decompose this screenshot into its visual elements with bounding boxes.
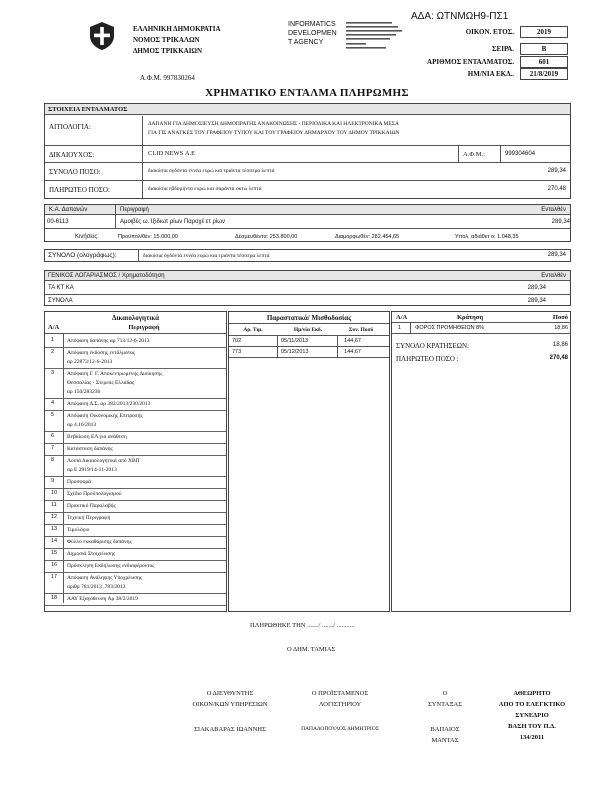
supporting-doc-number: 9 [51,478,55,484]
signature-role: Ο ΔΙΕΥΘΥΝΤΗΣ [206,690,254,697]
signature-role: ΟΙΚΟΝ/ΚΩΝ ΥΠΗΡΕΣΙΩΝ [192,701,268,708]
ledger-col-title: ΓΕΝΙΚΟΣ ΛΟΓΑΡΙΑΣΜΟΣ / Χρηματοδότηση [48,273,165,279]
final-payable-label: ΠΛΗΡΩΤΕΟ ΠΟΣΟ : [396,355,459,363]
ledger-col-amount: Ενταλθέν [541,273,566,279]
total-amount-words: διακόσια ογδόντα εννέα ευρώ και τριάντα τέσσερα λεπτά [148,168,275,174]
supporting-doc-row [45,561,226,573]
payable-amount-words: διακόσια εβδομήντα ευρώ και σαράντα οκτώ λεπτά [148,186,262,192]
beneficiary-name: CLID NEWS Α.Ε [148,150,196,157]
supporting-doc-line: Απόφαση Οικονομικής Επιτροπής [67,413,143,419]
agency-lines [288,20,337,47]
supporting-doc-desc [63,457,226,475]
aitiologia-line: ΓΙΑ ΤΙΣ ΑΝΑΓΚΕΣ ΤΟΥ ΓΡΑΦΕΙΟΥ ΤΥΠΟΥ ΚΑΙ ΤΟΥ ΓΡΑΦΕΙΟΥ ΔΗΜΑΡΧΟΥ ΤΟΥ ΔΗΜΟΥ ΤΡΙΚΚΑΙΩΝ [148,130,400,136]
fiscal-year-value: 2019 [520,26,568,38]
ledger-row-label: ΤΑ ΚΤ ΚΑ [48,285,74,291]
signature-role: Ο [442,690,448,697]
invoice-amount: 144,67 [344,349,361,355]
supporting-doc-number: 17 [51,574,58,580]
budget-total-box [44,249,571,262]
supporting-doc-line: Κατάσταση δαπάνης [67,446,113,452]
supporting-doc-line: Απόφαση δαπάνης αρ 713/12-6-2013 [67,338,150,344]
agency-line: T AGENCY [288,39,324,46]
budget-movement: Διαμορφωθέν: 282.454,65 [335,234,400,240]
invoices-heading: Παραστατικά/ Μισθοδοσίας [266,314,352,322]
aitiologia-text [148,120,400,138]
supporting-doc-row [45,594,226,606]
ledger-row-value: 289,34 [527,298,546,304]
supporting-doc-desc [63,526,226,535]
budget-amount: 289,34 [551,219,570,225]
signature-name: ΠΑΠΑΔΟΠΟΥΛΟΣ ΔΗΜΗΤΡΙΟΣ [301,726,379,732]
supporting-doc-desc [63,370,226,397]
supporting-doc-line: Απόφαση Γ. Γ. Αποκεντρωμένης Διοίκησης [67,371,163,377]
budget-total-value: 289,34 [547,252,566,258]
payable-amount-value: 270,48 [547,186,566,192]
docs-col-no: Α/Α [48,324,60,331]
issue-date-value: 21/8/2019 [520,68,568,80]
docs-col-desc: Περιγραφή [128,324,160,331]
budget-desc: Αμοιβές ω. Ιξιδιωτ ρίων Παροχέ ετ ρίων [120,219,225,225]
supporting-doc-number: 14 [51,538,58,544]
supporting-doc-desc [63,400,226,409]
budget-col-amount: Ενταλθέν [541,207,566,213]
supporting-doc-line: Τεχνική Περιγραφή [67,515,111,521]
series-value: Β [520,43,568,55]
deductions-col-no: Α/Α [396,314,408,321]
invoices-col-amount: Συν. Ποσό [348,327,374,333]
warrant-number-value: 601 [520,56,568,68]
signature-role: ΣΥΝΤΑΞΑΣ [428,701,462,708]
supporting-doc-row [45,399,226,411]
invoices-col-no: Αρ. Τιμ. [243,327,263,333]
org-line: ΔΗΜΟΣ ΤΡΙΚΚΑΙΩΝ [133,47,203,55]
supporting-doc-number: 10 [51,490,58,496]
supporting-doc-desc [63,412,226,430]
budget-col-code: Κ.Α. Δαπανών [49,207,88,213]
invoice-date: 05/12/2013 [281,349,309,355]
deductions-total-label: ΣΥΝΟΛΟ ΚΡΑΤΗΣΕΩΝ: [396,342,469,350]
supporting-doc-line: αρ Ε 2919/14-11-2013 [67,467,117,473]
budget-movement: Προϋπολ/θέν: 15.000,00 [118,234,178,240]
warrant-details-heading: ΣΤΟΙΧΕΙΑ ΕΝΤΑΛΜΑΤΟΣ [45,104,570,115]
agency-line: INFORMATICS [288,21,336,28]
supporting-doc-row [45,348,226,369]
supporting-doc-desc [63,562,226,571]
supporting-doc-desc [63,574,226,592]
aitiologia-line: ΔΑΠΑΝΗ ΓΙΑ ΔΗΜΟΣΙΕΥΣΗ ΔΗΜΟΠΡΑΤΗΣ ΑΝΑΚΟΙΝΩΣΗΣ - ΠΕΡΙΟΔΙΚΑ ΚΑΙ ΗΛΕΚΤΡΟΝΙΚΑ ΜΕΣΑ [148,121,399,127]
deduction-desc: ΦΟΡΟΣ ΠΡΟΜΗΘΕΙΩΝ 8% [415,325,485,331]
supporting-doc-line: Προσφορά [67,479,91,485]
supporting-doc-line: Πρόσκληση Εκδήλωσης ενδιαφέροντος [67,563,155,569]
fiscal-year-label: ΟΙΚΟΝ. ΕΤΟΣ. [465,28,514,36]
supporting-doc-line: αριθμ 781/2013 ,783/2013 [67,584,126,590]
org-line: ΝΟΜΟΣ ΤΡΙΚΑΛΩΝ [133,36,200,44]
supporting-doc-number: 18 [51,595,58,601]
org-line: ΕΛΛΗΝΙΚΗ ΔΗΜΟΚΡΑΤΙΑ [133,25,221,33]
deductions-col-desc: Κράτηση [456,314,484,321]
invoice-number: 773 [232,349,242,355]
organization-lines [133,24,221,57]
issue-date-label: ΗΜ/ΝΙΑ ΕΚΔ.. [467,70,514,78]
supporting-doc-number: 13 [51,526,58,532]
supporting-doc-row [45,513,226,525]
supporting-doc-line: Σχέδιο Προϋπολογισμού [67,491,122,497]
coat-of-arms-icon [88,21,116,51]
supporting-doc-number: 12 [51,514,58,520]
supporting-doc-number: 2 [51,349,55,355]
signature-role: ΛΟΓΙΣΤΗΡΙΟΥ [318,701,362,708]
deduction-amount: 18,86 [554,325,568,331]
signature-composer [410,688,480,746]
supporting-docs-list [45,336,226,606]
supporting-doc-row [45,444,226,456]
treasurer-label: Ο ΔΗΜ. ΤΑΜΙΑΣ [287,646,336,653]
signature-role: Ο ΠΡΟΪΣΤΑΜΕΝΟΣ [311,690,369,697]
signature-director [180,688,280,735]
supporting-doc-number: 3 [51,370,55,376]
total-amount-value: 289,34 [547,168,566,174]
signature-role: ΣΥΝΕΔΡΙΟ [515,712,549,719]
supporting-doc-line: Βεβαίωση ΕΛ για ανάθεση [67,434,127,440]
supporting-doc-desc [63,337,226,346]
supporting-doc-number: 8 [51,457,55,463]
supporting-doc-line: αρ 4.16/2013 [67,422,97,428]
signature-name: 134/2011 [519,734,545,741]
signature-name: ΜΑΝΤΑΣ [431,737,459,744]
warrant-number-label: ΑΡΙΘΜΟΣ ΕΝΤΑΛΜΑΤΟΣ. [427,58,514,66]
budget-col-desc: Περιγραφή [120,207,149,213]
supporting-doc-row [45,489,226,501]
supporting-doc-number: 11 [51,502,57,508]
budget-total-label: ΣΥΝΟΛΟ (ολογράφως): [48,252,117,259]
supporting-doc-line: Απόφαση έκδοσης εντάλματος [67,350,135,356]
supporting-doc-row [45,456,226,477]
signature-name: ΣΙΑΚΑΒΑΡΑΣ ΙΩΑΝΝΗΣ [194,726,266,733]
supporting-doc-desc [63,478,226,487]
signature-name: ΒΑΣΗ ΤΟΥ Π.Δ. [508,723,556,730]
warrant-details-box [44,103,571,199]
ledger-row-label: ΣΥΝΟΛΑ [48,298,73,304]
supporting-doc-row [45,477,226,489]
signature-head-accounting [290,688,390,735]
supporting-doc-desc [63,595,226,604]
supporting-doc-number: 4 [51,400,55,406]
supporting-doc-line: Λοιπά Δικαιολογητικά από ΧΒΠ [67,458,140,464]
page-title: ΧΡΗΜΑΤΙΚΟ ΕΝΤΑΛΜΑ ΠΛΗΡΩΜΗΣ [205,87,409,99]
supporting-doc-line: Απόφαση Ανάληψης Υποχρέωσης [67,575,143,581]
org-afm: Α.Φ.Μ. 997830264 [140,74,195,82]
ada-number: ΑΔΑ: ΩΤΝΜΩΗ9-ΠΣ1 [411,11,509,22]
supporting-doc-line: αρ 22873/12-6-2013 [67,359,113,365]
supporting-doc-desc [63,502,226,511]
ledger-row-value: 289,34 [527,285,546,291]
supporting-doc-line: Τιμολόγιο [67,527,90,533]
budget-movements-label: Κινήσεις: [75,234,99,240]
supporting-doc-number: 7 [51,445,55,451]
series-label: ΣΕΙΡΑ. [491,45,514,53]
deductions-total-value: 18,86 [552,342,568,348]
signature-role: ΑΘΕΩΡΗΤΟ [513,690,551,697]
supporting-doc-number: 5 [51,412,55,418]
supporting-doc-line: Απόφαση Δ.Σ. αρ 382/2013/230/2013 [67,401,151,407]
supporting-doc-number: 15 [51,550,58,556]
invoice-number: 702 [232,338,242,344]
supporting-doc-line: Φύλλο εκκαθάρισης δαπάνης [67,539,132,545]
supporting-doc-row [45,369,226,399]
invoices-col-date: Ημ/νία Εκδ. [293,327,323,333]
supporting-doc-line: Δημοσιά Στοιχείωσης [67,551,116,557]
deductions-col-amount: Ποσό [552,314,568,321]
budget-movement: Υπολ. αδιάθετ ο: 1.048,35 [455,234,519,240]
supporting-doc-desc [63,433,226,442]
budget-code: 00-6113 [47,219,69,225]
agency-logo-microtext [346,21,404,57]
total-amount-label: ΣΥΝΟΛΟ ΠΟΣΟ: [49,168,101,176]
supporting-doc-number: 16 [51,562,58,568]
supporting-doc-line: ΑΑΥ Εξαγόθευση Αρ 38/2/2019 [67,596,138,602]
supporting-doc-row [45,525,226,537]
beneficiary-afm-value: 999304604 [505,151,536,157]
supporting-doc-desc [63,538,226,547]
supporting-doc-row [45,411,226,432]
supporting-doc-row [45,549,226,561]
signature-name: ΒΑΠΑΙΟΣ [430,726,460,733]
signature-role: ΑΠΟ ΤΟ ΕΛΕΓΚΤΙΚΟ [498,701,566,708]
paid-on-line: ΠΛΗΡΩΘΗΚΕ ΤΗΝ ......./ ......./ ........... [250,622,355,629]
budget-total-words: διακόσια ογδόντα εννέα ευρώ και τριάντα τέσσερα λεπτά [143,253,270,259]
supporting-doc-row [45,336,226,348]
supporting-doc-number: 1 [51,337,55,343]
supporting-doc-row [45,501,226,513]
beneficiary-label: ΔΙΚΑΙΟΥΧΟΣ: [49,151,95,159]
supporting-doc-row [45,432,226,444]
supporting-doc-line: αρ 150/283236 [67,389,101,395]
supporting-docs-heading: Δικαιολογητικά [112,314,159,322]
payable-amount-label: ΠΛΗΡΩΤΕΟ ΠΟΣΟ: [49,186,110,194]
final-payable-value: 270,48 [549,355,568,361]
invoice-amount: 144,67 [344,338,361,344]
agency-line: DEVELOPMEN [288,30,337,37]
signature-audit-court [486,688,578,743]
deduction-number: 1 [398,325,402,331]
supporting-doc-line: Πρακτικό Παραλαβής [67,503,116,509]
supporting-doc-number: 6 [51,433,55,439]
supporting-doc-desc [63,445,226,454]
supporting-doc-desc [63,490,226,499]
beneficiary-afm-label: Α.Φ.Μ.: [463,151,485,158]
supporting-doc-desc [63,514,226,523]
supporting-doc-desc [63,550,226,559]
aitiologia-label: ΑΙΤΙΟΛΟΓΙΑ: [49,123,91,131]
supporting-doc-row [45,537,226,549]
supporting-doc-row [45,573,226,594]
budget-movement: Δέσμευθέντα: 253.800,00 [235,234,298,240]
supporting-doc-line: Θεσσαλίας - Στερεάς Ελλάδας [67,380,135,386]
invoice-date: 05/11/2013 [281,338,309,344]
supporting-doc-desc [63,349,226,367]
